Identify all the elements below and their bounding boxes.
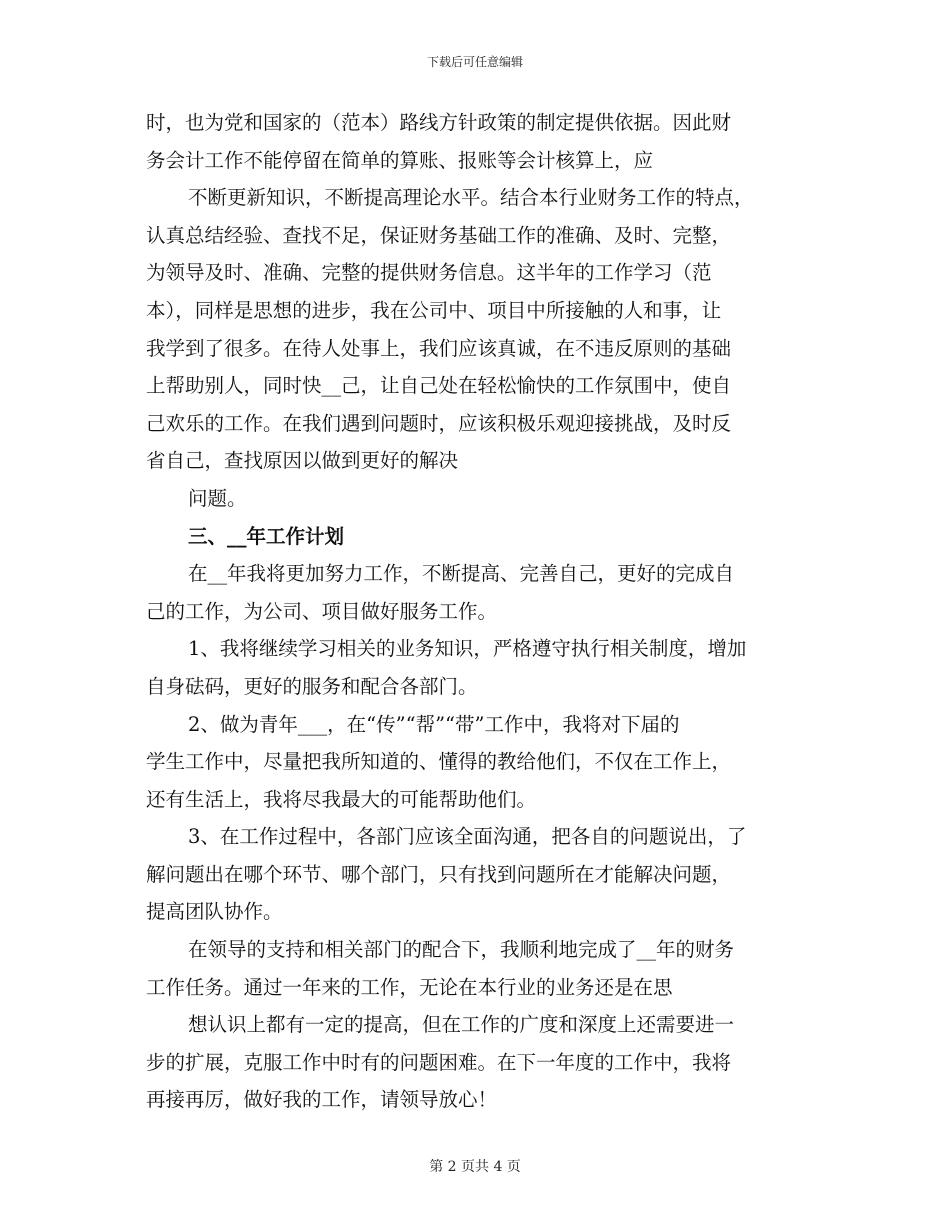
body-line: 不断更新知识，不断提高理论水平。结合本行业财务工作的特点， [188, 186, 754, 210]
body-line: 务会计工作不能停留在简单的算账、报账等会计核算上，应 [146, 148, 654, 172]
body-line: 步的扩展，克服工作中时有的问题困难。在下一年度的工作中，我将 [146, 1050, 732, 1074]
body-line: 自身砝码，更好的服务和配合各部门。 [146, 674, 478, 698]
body-line: 己欢乐的工作。在我们遇到问题时，应该积极乐观迎接挑战，及时反 [146, 411, 732, 435]
body-line: 在领导的支持和相关部门的配合下，我顺利地完成了__年的财务 [188, 938, 735, 962]
body-line: 学生工作中，尽量把我所知道的、懂得的教给他们，不仅在工作上， [146, 750, 732, 774]
section-heading: 三、__年工作计划 [188, 524, 345, 548]
list-item-line: 2、做为青年___，在“传”“帮”“带”工作中，我将对下届的 [188, 712, 680, 736]
body-line: 认真总结经验、查找不足，保证财务基础工作的准确、及时、完整， [146, 223, 732, 247]
body-line: 想认识上都有一定的提高，但在工作的广度和深度上还需要进一 [188, 1013, 735, 1037]
body-line: 上帮助别人，同时快__己，让自己处在轻松愉快的工作氛围中，使自 [146, 374, 732, 398]
body-line: 我学到了很多。在待人处事上，我们应该真诚，在不违反原则的基础 [146, 336, 732, 360]
body-line: 问题。 [188, 486, 247, 510]
body-line: 省自己，查找原因以做到更好的解决 [146, 449, 459, 473]
page-number: 第 2 页共 4 页 [429, 1159, 521, 1175]
body-line: 再接再厉，做好我的工作，请领导放心！ [146, 1088, 498, 1112]
body-line: 在__年我将更加努力工作，不断提高、完善自己，更好的完成自 [188, 562, 735, 586]
list-item-line: 3、在工作过程中，各部门应该全面沟通，把各自的问题说出，了 [188, 825, 747, 849]
body-line: 还有生活上，我将尽我最大的可能帮助他们。 [146, 787, 537, 811]
body-line: 提高团队协作。 [146, 900, 283, 924]
page-header: 下载后可任意编辑 [426, 55, 523, 69]
list-item-line: 1、我将继续学习相关的业务知识，严格遵守执行相关制度，增加 [188, 637, 747, 661]
body-line: 工作任务。通过一年来的工作，无论在本行业的业务还是在思 [146, 975, 673, 999]
body-line: 己的工作，为公司、项目做好服务工作。 [146, 599, 498, 623]
body-line: 解问题出在哪个环节、哪个部门，只有找到问题所在才能解决问题， [146, 862, 732, 886]
body-line: 时，也为党和国家的（范本）路线方针政策的制定提供依据。因此财 [146, 111, 732, 134]
body-line: 本），同样是思想的进步，我在公司中、项目中所接触的人和事，让 [146, 298, 722, 322]
document-body [146, 104, 814, 1119]
body-line: 为领导及时、准确、完整的提供财务信息。这半年的工作学习（范 [146, 261, 712, 285]
